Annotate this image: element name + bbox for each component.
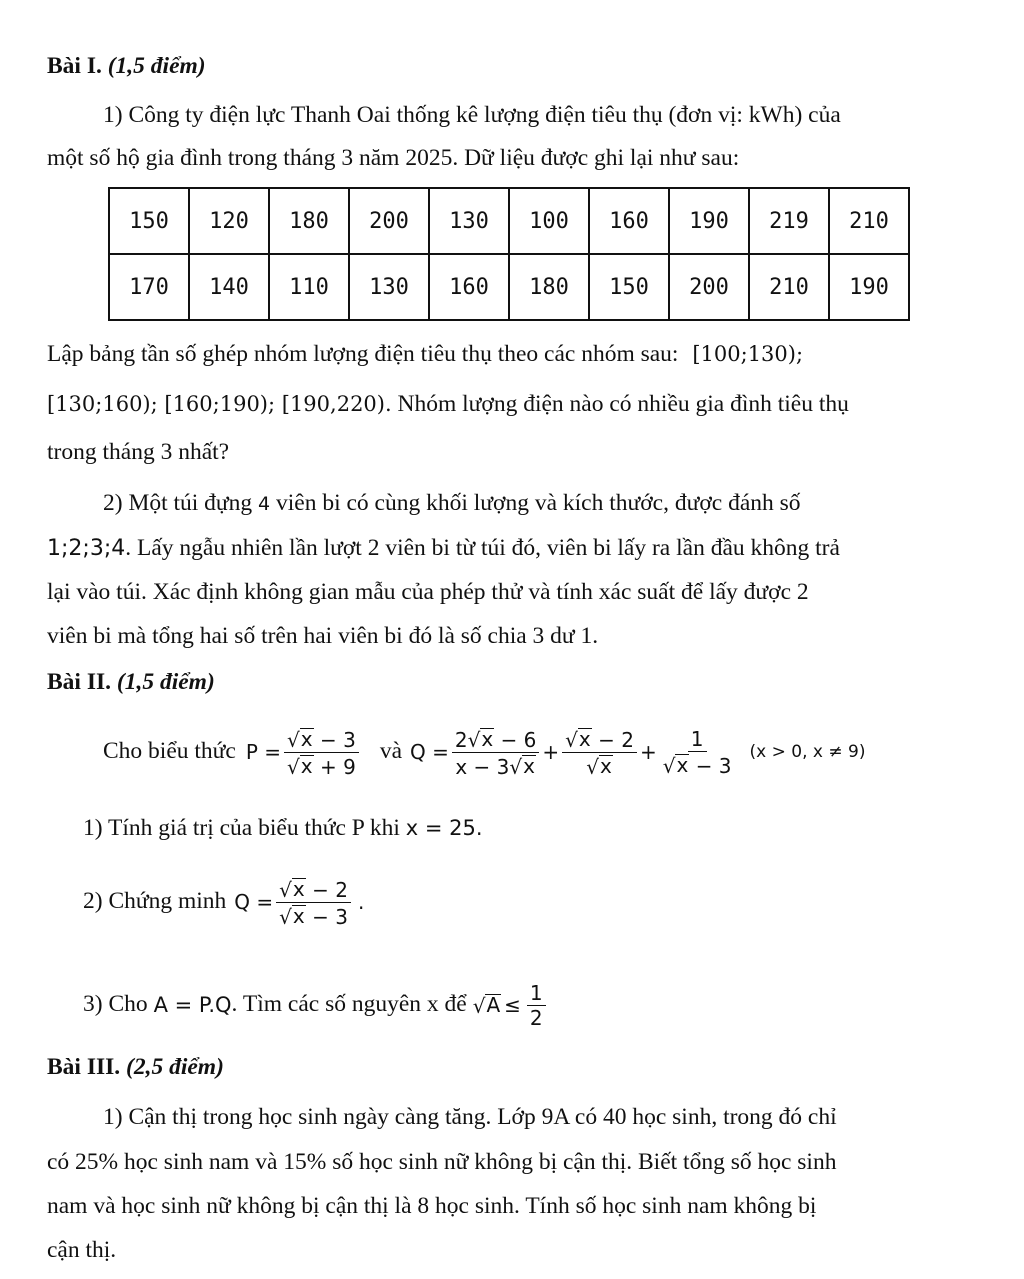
- sqrtA-inequality: √ A ≤ $\frac{1}{2}$: [473, 983, 549, 1028]
- bai1-after-line3: trong tháng 3 nhất?: [47, 439, 230, 465]
- table-row: [109, 188, 909, 254]
- table-cell: 100: [509, 188, 589, 254]
- table-cell: 160: [429, 254, 509, 320]
- Q3-den-x: x: [676, 752, 689, 777]
- Q-proof-fraction: √ x − 2 √ x − 3: [276, 878, 351, 927]
- Q-fraction-3: 1 √ x − 3: [662, 726, 732, 778]
- group-intervals-2-4: [130;160); [160;190); [190,220).: [47, 392, 392, 416]
- Q1-num-minus6: − 6: [500, 727, 537, 752]
- P-num-x: x: [300, 726, 313, 751]
- bai2-q2-text: 2) Chứng minh: [83, 888, 227, 915]
- table-row: [109, 254, 909, 320]
- Q-proof-expression: Q = √ x − 2 √ x − 3 .: [234, 876, 365, 929]
- bai1-points: (1,5 điểm): [107, 53, 206, 79]
- P-eq: P =: [245, 740, 282, 764]
- table-cell: 160: [589, 188, 669, 254]
- bai2-q3-math: A = P.Q: [153, 992, 232, 1017]
- table-cell: 200: [669, 254, 749, 320]
- bai1-p2-line4: viên bi mà tổng hai số trên hai viên bi đó là số chia 3 dư 1.: [47, 623, 599, 649]
- Q-fraction-1: 2 √ x − 6 x − 3 √ x: [452, 728, 540, 777]
- p2-text-b: viên bi có cùng khối lượng và kích thước, được đánh số: [276, 490, 801, 516]
- bai1-after-text1: Lập bảng tần số ghép nhóm lượng điện tiêu thụ theo các nhóm sau:: [47, 341, 679, 367]
- P-den-x: x: [300, 753, 313, 778]
- bai3-line1: 1) Cận thị trong học sinh ngày càng tăng. Lớp 9A có 40 học sinh, trong đó chỉ: [103, 1104, 837, 1130]
- table-cell: 200: [349, 188, 429, 254]
- table-cell: 130: [349, 254, 429, 320]
- bai2-heading: [47, 671, 215, 695]
- Q-fraction-2: √ x − 2 √ x: [562, 728, 637, 777]
- Q-plus-1: +: [542, 740, 560, 764]
- half-fraction: [527, 980, 546, 1030]
- bai2-q3-text-b: . Tìm các số nguyên x để: [231, 991, 467, 1018]
- Q1-den-x: x: [523, 753, 535, 778]
- bai3-line4: cận thị.: [47, 1237, 117, 1263]
- Q-expression: [410, 728, 738, 777]
- p2-numbers: 1;2;3;4: [47, 536, 126, 561]
- bai2-points: (1,5 điểm): [116, 669, 215, 695]
- domain-condition: (x > 0, x ≠ 9): [749, 741, 866, 762]
- Q-eq: Q =: [410, 740, 449, 764]
- Q2-num-minus2: − 2: [598, 727, 634, 752]
- bai1-after-line1: [47, 343, 803, 367]
- table-cell: 180: [269, 188, 349, 254]
- Q3-den-minus3: − 3: [695, 753, 732, 778]
- bai1-p2-line2: [47, 537, 840, 561]
- table-cell: 150: [109, 188, 189, 254]
- bai3-heading: [47, 1056, 224, 1080]
- table-cell: 140: [189, 254, 269, 320]
- half-num: 1: [527, 983, 546, 1006]
- P-expression: [246, 728, 362, 777]
- bai2-q1-math: x = 25.: [405, 816, 483, 840]
- P-fraction: √ x − 3 √ x + 9: [284, 728, 359, 777]
- table-cell: 170: [109, 254, 189, 320]
- table-cell: 210: [829, 188, 909, 254]
- Q2-num-x: x: [578, 726, 591, 751]
- bai2-q3-text-a: 3) Cho: [83, 991, 148, 1018]
- table-cell: 190: [669, 188, 749, 254]
- bai1-title: Bài I.: [47, 53, 102, 79]
- consumption-table: [108, 187, 910, 321]
- bai2-q1: [83, 817, 483, 841]
- Q1-den-x-minus-3: x − 3: [455, 754, 510, 779]
- p2-text-line2: . Lấy ngẫu nhiên lần lượt 2 viên bi từ túi đó, viên bi lấy ra lần đầu không trả: [125, 535, 840, 561]
- Q2-den-x: x: [600, 753, 612, 778]
- bai2-title: Bài II.: [47, 669, 111, 695]
- bai1-after-line2: [47, 393, 849, 417]
- bai2-intro: Cho biểu thức: [103, 738, 236, 765]
- Q-plus-2: +: [639, 740, 657, 764]
- bai3-points: (2,5 điểm): [126, 1054, 224, 1080]
- bai1-p1-line1: 1) Công ty điện lực Thanh Oai thống kê lượng điện tiêu thụ (đơn vị: kWh) của: [103, 102, 841, 128]
- bai2-q3: [83, 977, 549, 1033]
- group-interval-1: [100;130);: [692, 342, 804, 366]
- p2-num-4: 4: [258, 493, 271, 515]
- bai3-line2: có 25% học sinh nam và 15% số học sinh nữ không bị cận thị. Biết tổng số học sinh: [47, 1149, 837, 1175]
- bai3-title: Bài III.: [47, 1054, 121, 1080]
- bai1-after-text2: Nhóm lượng điện nào có nhiều gia đình tiêu thụ: [397, 391, 849, 417]
- table-cell: 210: [749, 254, 829, 320]
- bai1-p2-line1: [103, 492, 801, 516]
- P-num-minus3: − 3: [319, 727, 356, 752]
- Qp-den-x: x: [292, 903, 305, 928]
- table-cell: 120: [189, 188, 269, 254]
- bai2-q2: [83, 872, 364, 932]
- half-den: 2: [529, 1005, 543, 1030]
- p2-text-a: 2) Một túi đựng: [103, 490, 253, 516]
- Q1-num-2: 2: [454, 727, 468, 752]
- Qp-num-minus2: − 2: [312, 877, 348, 902]
- bai1-p2-line3: lại vào túi. Xác định không gian mẫu của phép thử và tính xác suất để lấy được 2: [47, 579, 809, 605]
- P-den-plus9: + 9: [319, 754, 356, 779]
- and-word: và: [379, 738, 403, 765]
- bai2-q1-text: 1) Tính giá trị của biểu thức P khi: [83, 815, 400, 841]
- table-cell: 110: [269, 254, 349, 320]
- table-cell: 219: [749, 188, 829, 254]
- sqrtA-A: A: [486, 993, 501, 1017]
- bai3-line3: nam và học sinh nữ không bị cận thị là 8 học sinh. Tính số học sinh nam không bị: [47, 1193, 817, 1219]
- table-cell: 130: [429, 188, 509, 254]
- Qp-num-x: x: [292, 876, 305, 901]
- Q3-num-1: 1: [690, 726, 704, 751]
- Q1-num-x: x: [481, 726, 494, 751]
- table-cell: 150: [589, 254, 669, 320]
- bai1-p1-line2: một số hộ gia đình trong tháng 3 năm 2025. Dữ liệu được ghi lại như sau:: [47, 145, 740, 171]
- le-sign: ≤: [504, 993, 521, 1017]
- Q2-eq: Q =: [234, 890, 274, 914]
- table-cell: 190: [829, 254, 909, 320]
- bai1-heading: [47, 55, 206, 79]
- Qp-den-minus3: − 3: [312, 904, 348, 929]
- table-cell: 180: [509, 254, 589, 320]
- bai2-expressions: [103, 722, 865, 782]
